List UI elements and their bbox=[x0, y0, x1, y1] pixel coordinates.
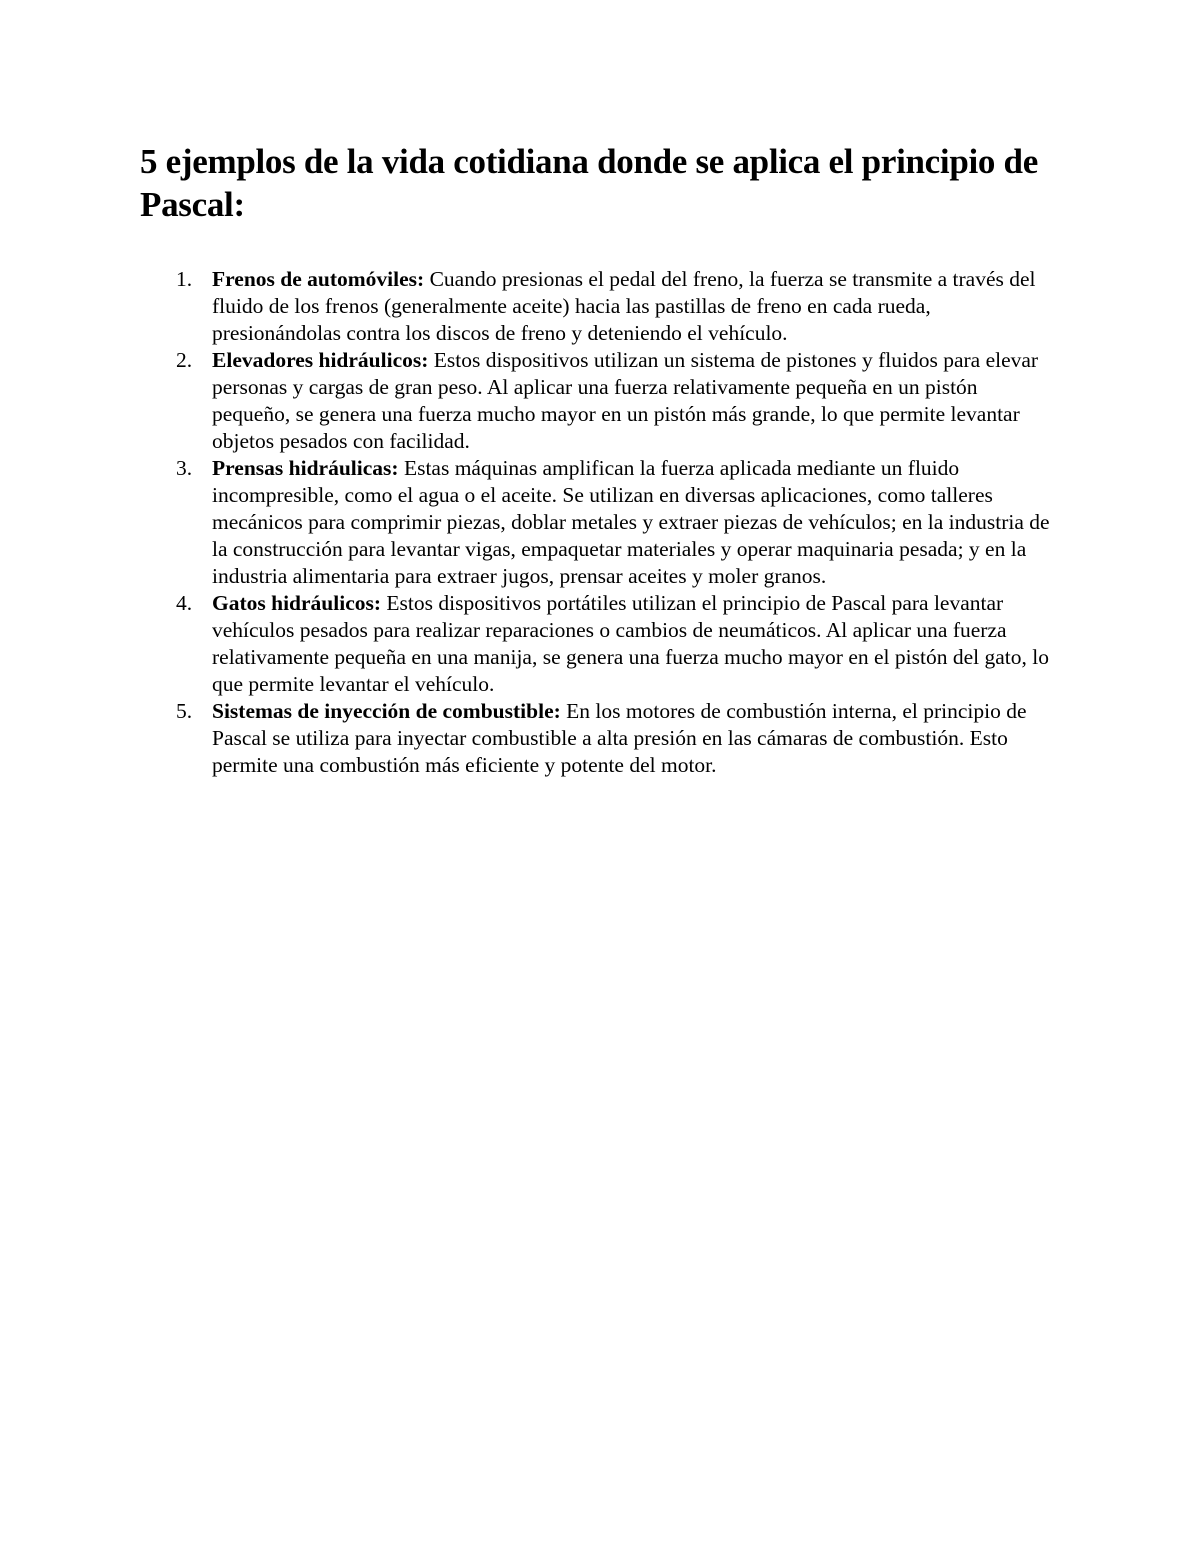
list-item bbox=[140, 266, 1060, 347]
list-item-text: En los motores de combustión interna, el principio de Pascal se utiliza para inyectar combustible a alta presión en las cámaras de combustión. Esto permite una combustión más eficiente y potente del motor. bbox=[212, 699, 1027, 777]
list-item-number: 4. bbox=[176, 591, 193, 615]
list-item-text: Cuando presionas el pedal del freno, la fuerza se transmite a través del fluido de los frenos (generalmente aceite) hacia las pastillas de freno en cada rueda, presionándolas contra los discos de freno y deteniendo el vehículo. bbox=[212, 267, 1036, 345]
list-item bbox=[140, 347, 1060, 455]
list-item-term: Sistemas de inyección de combustible: bbox=[212, 699, 561, 723]
list-item-text: Estas máquinas amplifican la fuerza aplicada mediante un fluido incompresible, como el agua o el aceite. Se utilizan en diversas aplicaciones, como talleres mecánicos para comprimir piezas, doblar metales y extraer piezas de vehículos; en la industria de la construcción para levantar vigas, empaquetar materiales y operar maquinaria pesada; y en la industria alimentaria para extraer jugos, prensar aceites y moler granos. bbox=[212, 456, 1050, 588]
list-item-number: 3. bbox=[176, 456, 193, 480]
list-item-term: Frenos de automóviles: bbox=[212, 267, 425, 291]
examples-list bbox=[140, 266, 1060, 779]
list-item bbox=[140, 455, 1060, 590]
list-item-term: Elevadores hidráulicos: bbox=[212, 348, 429, 372]
list-item-term: Prensas hidráulicas: bbox=[212, 456, 399, 480]
list-item-text: Estos dispositivos portátiles utilizan el principio de Pascal para levantar vehículos pesados para realizar reparaciones o cambios de neumáticos. Al aplicar una fuerza relativamente pequeña en una manija, se genera una fuerza mucho mayor en el pistón del gato, lo que permite levantar el vehículo. bbox=[212, 591, 1049, 696]
document-title: 5 ejemplos de la vida cotidiana donde se aplica el principio de Pascal: bbox=[140, 142, 1038, 224]
list-item bbox=[140, 590, 1060, 698]
list-item-text: Estos dispositivos utilizan un sistema de pistones y fluidos para elevar personas y cargas de gran peso. Al aplicar una fuerza relativamente pequeña en un pistón pequeño, se genera una fuerza mucho mayor en un pistón más grande, lo que permite levantar objetos pesados con facilidad. bbox=[212, 348, 1039, 453]
list-item bbox=[140, 698, 1060, 779]
list-item-number: 5. bbox=[176, 699, 193, 723]
document-content bbox=[140, 140, 1060, 779]
list-item-number: 2. bbox=[176, 348, 193, 372]
list-item-term: Gatos hidráulicos: bbox=[212, 591, 382, 615]
list-item-number: 1. bbox=[176, 267, 193, 291]
